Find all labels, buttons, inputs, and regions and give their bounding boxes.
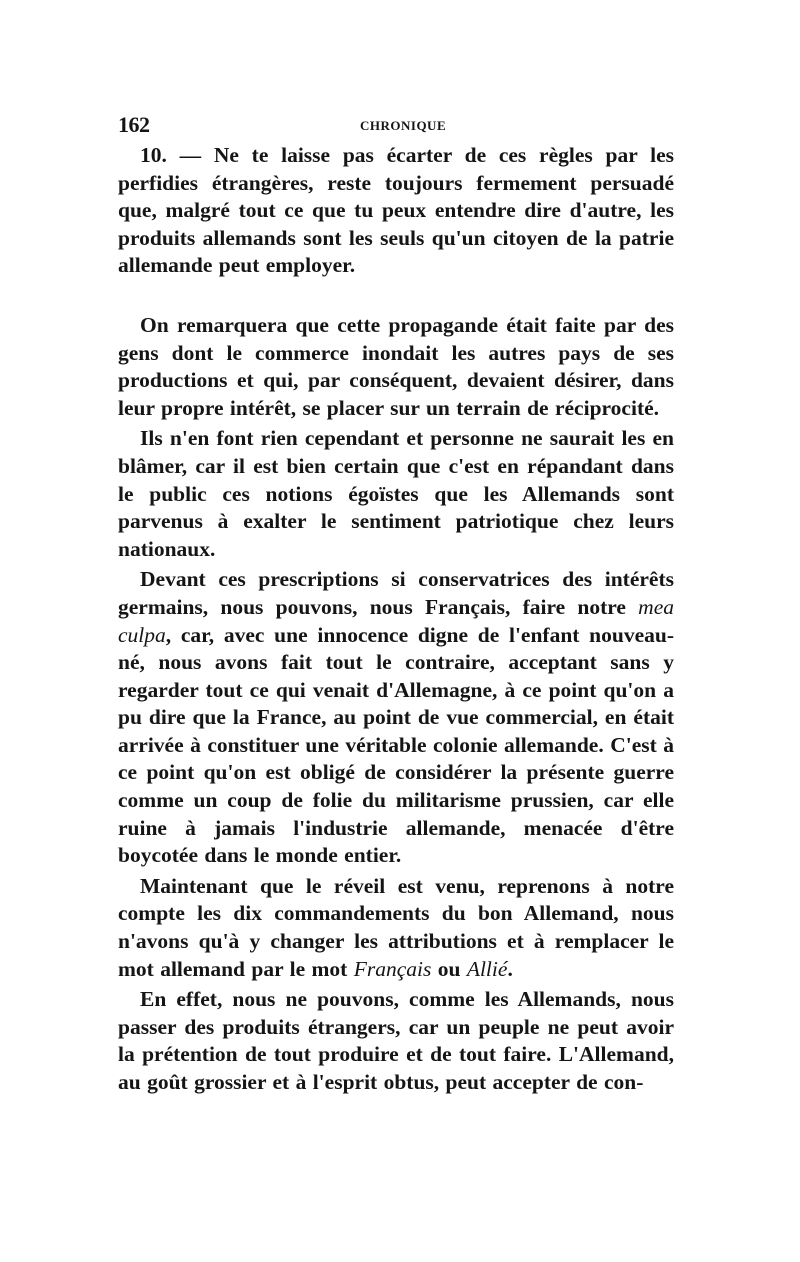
- italic-phrase: mea culpa: [118, 594, 674, 647]
- paragraph-propaganda: [118, 312, 674, 422]
- italic-word-francais: Français: [353, 956, 432, 981]
- paragraph-mea-culpa: [118, 566, 674, 870]
- paragraph-text: On remarquera que cette propagande était faite par des gens dont le commerce inondait les autres pays de ses productions et qui, par conséquent, devaient désirer, dans leur propre intérêt, se placer sur un terrain de réciprocité.: [118, 312, 674, 420]
- paragraph-text: En effet, nous ne pouvons, comme les Allemands, nous passer des produits étrangers, car un peuple ne peut avoir la prétention de tout produire et de tout faire. L'Allemand, au goût grossier et à l'esprit obtus, peut accepter de con-: [118, 987, 674, 1094]
- paragraph-commandment-10: [118, 142, 674, 280]
- paragraph-text-end: .: [507, 956, 513, 981]
- page-number: 162: [118, 112, 150, 137]
- paragraph-text: Ils n'en font rien cependant et personne ne saurait les en blâmer, car il est bien certain que c'est en répandant dans le public ces notions égoïstes que les Allemands sont parvenus à exalter le sentiment patriotique chez leurs nationaux.: [118, 426, 674, 561]
- running-head: [118, 112, 674, 142]
- paragraph-reveil: [118, 873, 674, 983]
- paragraph-text: 10. — Ne te laisse pas écarter de ces règles par les perfidies étrangères, reste toujours fermement persuadé que, malgré tout ce que tu peux entendre dire d'autre, les produits allemands sont les seuls qu'un citoyen de la patrie allemande peut employer.: [118, 143, 674, 278]
- paragraph-en-effet: [118, 986, 674, 1096]
- italic-word-allie: Allié: [466, 956, 508, 981]
- book-page: [118, 112, 674, 1097]
- paragraph-patriotism: [118, 425, 674, 563]
- paragraph-text-middle: ou: [431, 956, 467, 981]
- paragraph-text-start: Maintenant que le réveil est venu, reprenons à notre compte les dix commandements du bon Allemand, nous n'avons qu'à y changer les attributions et à remplacer le mot allemand par le mot: [118, 873, 674, 981]
- paragraph-text-start: Devant ces prescriptions si conservatrices des intérêts germains, nous pouvons, nous Français, faire notre: [118, 567, 674, 619]
- section-title: CHRONIQUE: [360, 118, 447, 133]
- paragraph-text-end: , car, avec une innocence digne de l'enfant nouveau-né, nous avons fait tout le contraire, acceptant sans y regarder tout ce qui venait d'Allemagne, à ce point qu'on a pu dire que la France, au point de vue commercial, en était arrivée à constituer une véritable colonie allemande. C'est à ce point qu'on est obligé de considérer la présente guerre comme un coup de folie du militarisme prussien, car elle ruine à jamais l'industrie allemande, menacée d'être boycotée dans le monde entier.: [118, 622, 674, 868]
